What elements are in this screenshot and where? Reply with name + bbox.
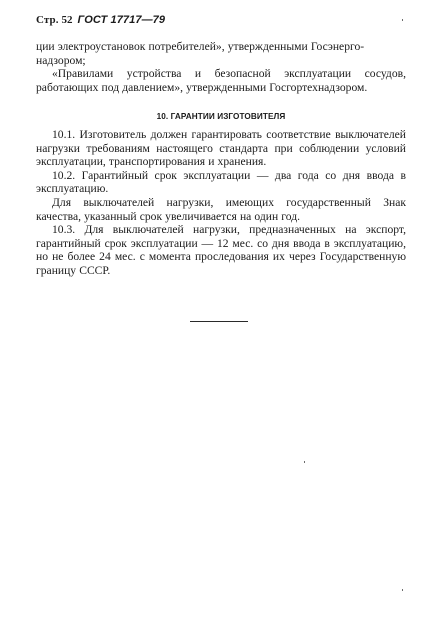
end-rule	[190, 321, 248, 322]
scan-speck	[402, 19, 403, 21]
section-body	[36, 128, 406, 278]
intro-paragraph: «Правилами устройства и безопасной эксплуатации сосудов, работающих под давлением», утвержденными Госгортехнадзором.	[36, 67, 406, 94]
page-number: Стр. 52	[36, 14, 73, 26]
paragraph-10-3: 10.3. Для выключателей нагрузки, предназначенных на экспорт, гарантийный срок эксплуатации — 12 мес. со дня ввода в эксплуатацию, но не более 24 мес. с момента проследования их через Государственную границу СССР.	[36, 223, 406, 277]
intro-line-2: надзором;	[36, 53, 86, 67]
scan-speck	[304, 461, 305, 463]
paragraph-10-2: 10.2. Гарантийный срок эксплуатации — два года со дня ввода в эксплуатацию.	[36, 168, 406, 196]
page-header	[36, 14, 165, 26]
paragraph-quality-mark: Для выключателей нагрузки, имеющих государственный Знак качества, указанный срок увеличивается на один год.	[36, 195, 406, 223]
standard-code: ГОСТ 17717—79	[77, 14, 166, 26]
intro-text	[36, 40, 406, 94]
intro-line-1: ции электроустановок потребителей», утвержденными Госэнерго-	[36, 40, 365, 53]
section-heading: 10. ГАРАНТИИ ИЗГОТОВИТЕЛЯ	[156, 112, 286, 121]
paragraph-10-1: 10.1. Изготовитель должен гарантировать соответствие выключателей нагрузки требованиям настоящего стандарта при соблюдении условий эксплуатации, транспортирования и хранения.	[36, 128, 406, 169]
scan-speck	[402, 589, 403, 591]
